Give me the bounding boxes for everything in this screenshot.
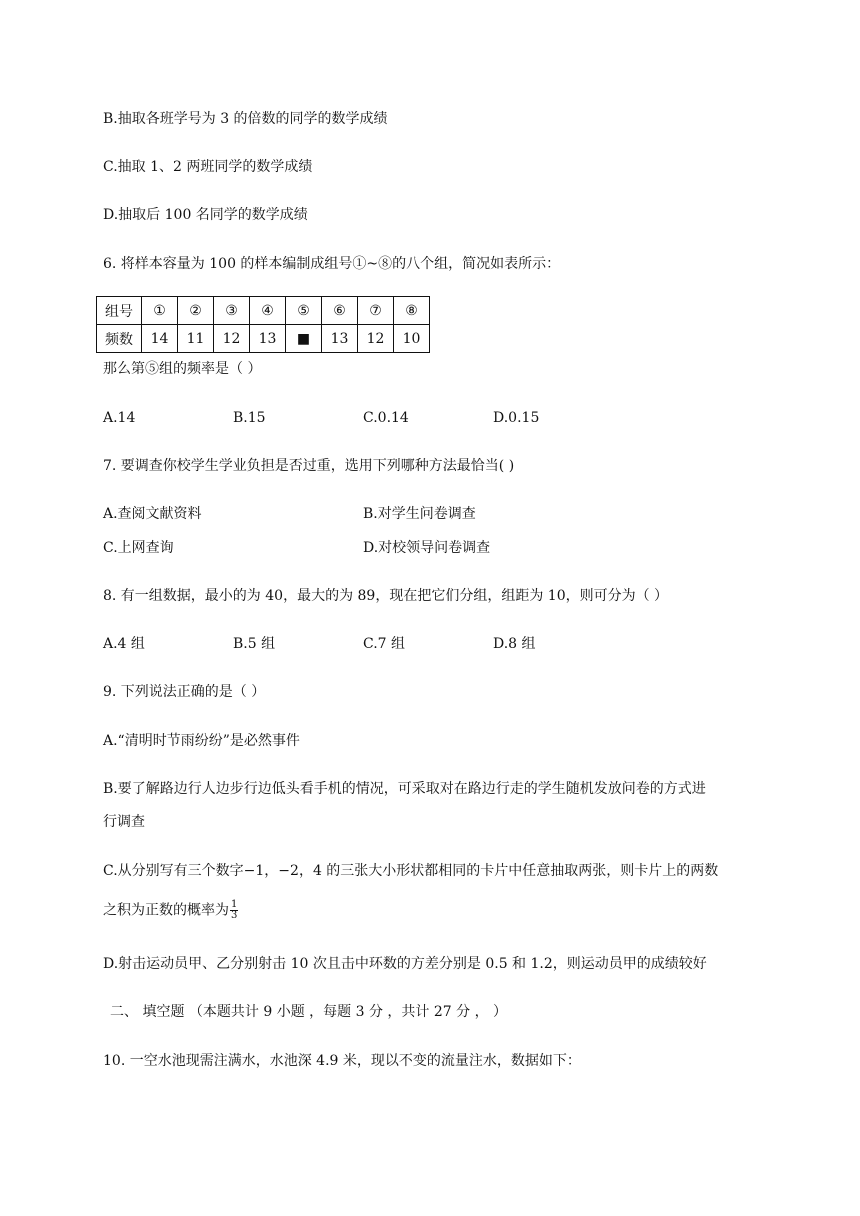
count-cell: 13 — [250, 325, 286, 353]
count-cell: 12 — [214, 325, 250, 353]
q9-option-c-text: 之积为正数的概率为 — [103, 902, 229, 919]
fraction-numerator: 1 — [231, 899, 238, 910]
q7-option-d: D.对校领导问卷调查 — [363, 540, 491, 556]
q7-stem: 7. 要调查你校学生学业负担是否过重，选用下列哪种方法最恰当( ) — [103, 458, 515, 474]
q9-option-a: A.“清明时节雨纷纷”是必然事件 — [103, 733, 300, 749]
q8-stem: 8. 有一组数据，最小的为 40，最大的为 89，现在把它们分组，组距为 10，则可分为（ ） — [103, 588, 669, 604]
q6-option-a: A.14 — [103, 410, 136, 426]
group-cell: ① — [142, 297, 178, 325]
q6-option-c: C.0.14 — [363, 410, 409, 426]
q6-stem: 6. 将样本容量为 100 的样本编制成组号①~⑧的八个组，简况如表所示： — [103, 256, 561, 272]
table-header-count: 频数 — [97, 325, 142, 353]
q8-option-a: A.4 组 — [103, 636, 145, 652]
count-cell: 11 — [178, 325, 214, 353]
q9-option-c-line1: C.从分别写有三个数字−1，−2，4 的三张大小形状都相同的卡片中任意抽取两张，则卡片上的两数 — [103, 863, 719, 879]
q6-followup: 那么第⑤组的频率是（ ） — [103, 361, 262, 377]
q5-option-c: C.抽取 1、2 两班同学的数学成绩 — [103, 159, 313, 175]
q8-option-c: C.7 组 — [363, 636, 406, 652]
q9-stem: 9. 下列说法正确的是（ ） — [103, 684, 266, 700]
group-cell: ⑧ — [394, 297, 430, 325]
frequency-table — [96, 296, 430, 353]
q8-option-b: B.5 组 — [233, 636, 276, 652]
q7-option-b: B.对学生问卷调查 — [363, 506, 476, 522]
q5-option-d: D.抽取后 100 名同学的数学成绩 — [103, 207, 308, 223]
group-cell: ⑦ — [358, 297, 394, 325]
q10-stem: 10. 一空水池现需注满水，水池深 4.9 米，现以不变的流量注水，数据如下： — [103, 1053, 581, 1069]
group-cell: ⑥ — [322, 297, 358, 325]
fraction-denominator: 3 — [231, 910, 238, 921]
fraction — [230, 900, 238, 921]
q6-option-b: B.15 — [233, 410, 266, 426]
count-cell: 14 — [142, 325, 178, 353]
group-cell: ② — [178, 297, 214, 325]
count-cell-hidden: ■ — [286, 325, 322, 353]
group-cell: ⑤ — [286, 297, 322, 325]
table-header-group: 组号 — [97, 297, 142, 325]
q5-option-b: B.抽取各班学号为 3 的倍数的同学的数学成绩 — [103, 111, 388, 127]
q9-option-b-line2: 行调查 — [103, 814, 145, 830]
group-cell: ③ — [214, 297, 250, 325]
group-cell: ④ — [250, 297, 286, 325]
count-cell: 10 — [394, 325, 430, 353]
q7-option-c: C.上网查询 — [103, 540, 174, 556]
table-row — [97, 297, 430, 325]
section-2-heading: 二、 填空题 （本题共计 9 小题 ，每题 3 分 ，共计 27 分 ， ） — [110, 1004, 508, 1020]
q9-option-d: D.射击运动员甲、乙分别射击 10 次且击中环数的方差分别是 0.5 和 1.2，则运动员甲的成绩较好 — [103, 956, 707, 972]
q9-option-b-line1: B.要了解路边行人边步行边低头看手机的情况，可采取对在路边行走的学生随机发放问卷的方式进 — [103, 781, 706, 797]
count-cell: 13 — [322, 325, 358, 353]
q9-option-c-line2 — [103, 900, 238, 921]
q6-option-d: D.0.15 — [493, 410, 540, 426]
q7-option-a: A.查阅文献资料 — [103, 506, 202, 522]
count-cell: 12 — [358, 325, 394, 353]
q8-option-d: D.8 组 — [493, 636, 536, 652]
table-row — [97, 325, 430, 353]
